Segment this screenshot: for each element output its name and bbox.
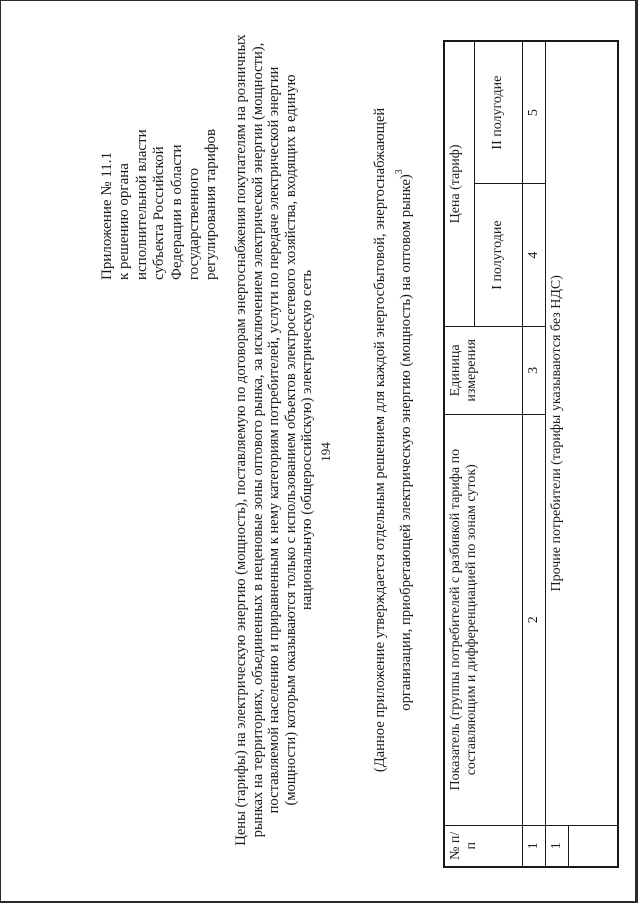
header-indicator: Показатель (группы потребителей с разбивкой тарифа по составляющим и дифференциацией по зонам суток) — [444, 414, 522, 825]
row-number: 1 — [545, 825, 568, 867]
footnote-marker: 3 — [394, 169, 405, 175]
appendix-block — [99, 10, 221, 280]
column-number: 3 — [522, 326, 545, 414]
header-half1: I полугодие — [474, 184, 522, 327]
approval-note — [371, 85, 416, 795]
header-num: № п/п — [444, 825, 522, 867]
column-number: 1 — [522, 825, 545, 867]
column-number: 4 — [522, 184, 545, 327]
appendix-line: к решению органа — [116, 163, 133, 280]
document-title: Цены (тарифы) на электрическую энергию (мощность), поставляемую по договорам энергоснабжения покупателям на розничных рынках на территориях, объединенных в неценовые зоны оптового рынка, за исключением электрической энергии (мощности), поставляемой населению и приравненным к нему категориям потребителей, услуги по передаче электрической энергии (мощности) которым оказываются только с использованием объектов электросетевого хозяйства, входящих в единую национальную (общероссийскую) электрическую сеть — [233, 34, 316, 846]
table-header-row — [444, 41, 474, 867]
table-row — [545, 41, 568, 867]
appendix-line: исполнительной власти — [133, 129, 150, 280]
rotated-document — [5, 0, 640, 905]
row-number-filler — [568, 825, 618, 867]
header-price: Цена (тариф) — [444, 41, 474, 326]
appendix-line: регулирования тарифов — [203, 128, 220, 280]
header-unit: Единица измерения — [444, 326, 522, 414]
section-label: Прочие потребители (тарифы указываются без НДС) — [545, 41, 618, 825]
appendix-line: Федерации в области — [168, 144, 185, 280]
header-half2: II полугодие — [474, 41, 522, 184]
appendix-line: государственного — [186, 167, 203, 280]
column-number: 2 — [522, 414, 545, 825]
appendix-line: Приложение № 11.1 — [99, 151, 115, 280]
approval-note-text: (Данное приложение утверждается отдельным решением для каждой энергосбытовой, энергоснабжающей организации, приобретающей электрическую энергию (мощность) на оптовом рынке) — [372, 107, 414, 773]
column-number-row — [522, 41, 545, 867]
tariff-table — [443, 40, 619, 868]
page-number: 194 — [318, 442, 333, 462]
appendix-line: субъекта Российской — [151, 146, 168, 280]
column-number: 5 — [522, 41, 545, 184]
